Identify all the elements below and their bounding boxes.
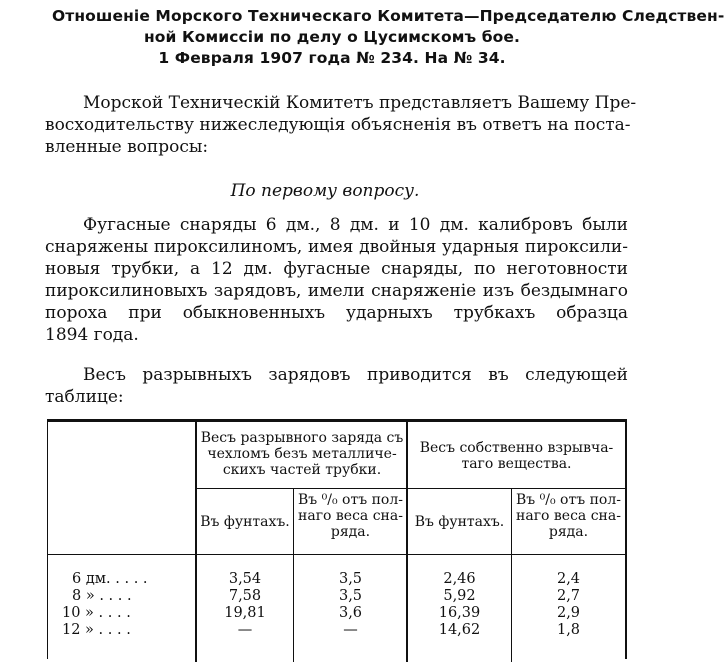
paragraph-2 (45, 364, 628, 408)
cell-weight-lbs: 7,58 (228, 588, 262, 604)
intro-line-2: восходительству нижеследующія объясненія въ ответъ на поста- (45, 115, 631, 135)
intro-paragraph (45, 92, 637, 158)
para2-line-1: Весъ разрывныхъ зарядовъ приводится въ следующей (83, 365, 628, 385)
row-label: 8 » . . . . (72, 588, 132, 604)
para1-line-5: пороха при обыкновенныхъ ударныхъ трубкахъ образца (45, 303, 628, 323)
heading-line-2: ной Комиссіи по делу о Цусимскомъ бое. (143, 28, 521, 46)
cell-explosive-pct: 2,4 (556, 571, 581, 587)
group-header-divider (196, 488, 625, 489)
row-label: 12 » . . . . (62, 622, 131, 638)
para1-line-1: Фугасные снаряды 6 дм., 8 дм. и 10 дм. калибровъ были (83, 215, 628, 235)
section-title: По первому вопросу. (230, 181, 420, 201)
cell-weight-lbs: — (237, 622, 253, 638)
para2-line-2: таблице: (45, 387, 124, 407)
col-divider-4 (511, 488, 512, 662)
subheader-lbs-1: Въ фунтахъ. (200, 514, 290, 530)
cell-explosive-lbs: 2,46 (443, 571, 476, 587)
intro-line-1: Морской Техническій Комитетъ представляетъ Вашему Пре- (83, 93, 637, 113)
subheader-lbs-2: Въ фунтахъ. (414, 514, 505, 530)
cell-weight-lbs: 3,54 (228, 571, 262, 587)
cell-explosive-lbs: 5,92 (443, 588, 476, 604)
header-bottom-line (48, 554, 625, 555)
group-header-charge-with-case: Весъ разрывного заряда съ чехломъ безъ металличе- скихъ частей трубки. (200, 430, 404, 478)
charges-table (47, 419, 627, 659)
intro-line-3: вленные вопросы: (45, 137, 209, 157)
cell-explosive-pct: 2,7 (556, 588, 581, 604)
subheader-pct-2: Въ ⁰/₀ отъ пол- наго веса сна- ряда. (516, 492, 621, 540)
subheader-pct-1: Въ ⁰/₀ отъ пол- наго веса сна- ряда. (298, 492, 403, 540)
cell-weight-pct: 3,6 (338, 605, 363, 621)
document-heading (52, 6, 724, 69)
heading-line-1: Отношеніе Морского Техническаго Комитета—Председателю Следствен- (52, 7, 724, 25)
paragraph-1 (45, 214, 628, 346)
cell-weight-lbs: 19,81 (224, 605, 266, 621)
para1-line-2: снаряжены пироксилиномъ, имея двойныя ударныя пироксили- (45, 237, 628, 257)
heading-line-3: 1 Февраля 1907 года № 234. На № 34. (158, 49, 506, 67)
group-header-explosive-weight: Весъ собственно взрывча- таго вещества. (419, 440, 614, 472)
cell-explosive-lbs: 14,62 (438, 622, 481, 638)
cell-weight-pct: 3,5 (338, 588, 363, 604)
para1-line-4: пироксилиновыхъ зарядовъ, имели снаряженіе изъ бездымнаго (45, 281, 628, 301)
row-label: 6 дм. . . . . (72, 571, 148, 587)
cell-weight-pct: — (343, 622, 358, 638)
para1-line-3: новыя трубки, а 12 дм. фугасные снаряды, по неготовности (45, 259, 628, 279)
cell-explosive-pct: 1,8 (556, 622, 581, 638)
cell-explosive-lbs: 16,39 (438, 605, 481, 621)
cell-weight-pct: 3,5 (338, 571, 363, 587)
cell-explosive-pct: 2,9 (556, 605, 581, 621)
col-divider-2 (293, 488, 294, 662)
row-label: 10 » . . . . (62, 605, 131, 621)
para1-line-6: 1894 года. (45, 325, 139, 345)
